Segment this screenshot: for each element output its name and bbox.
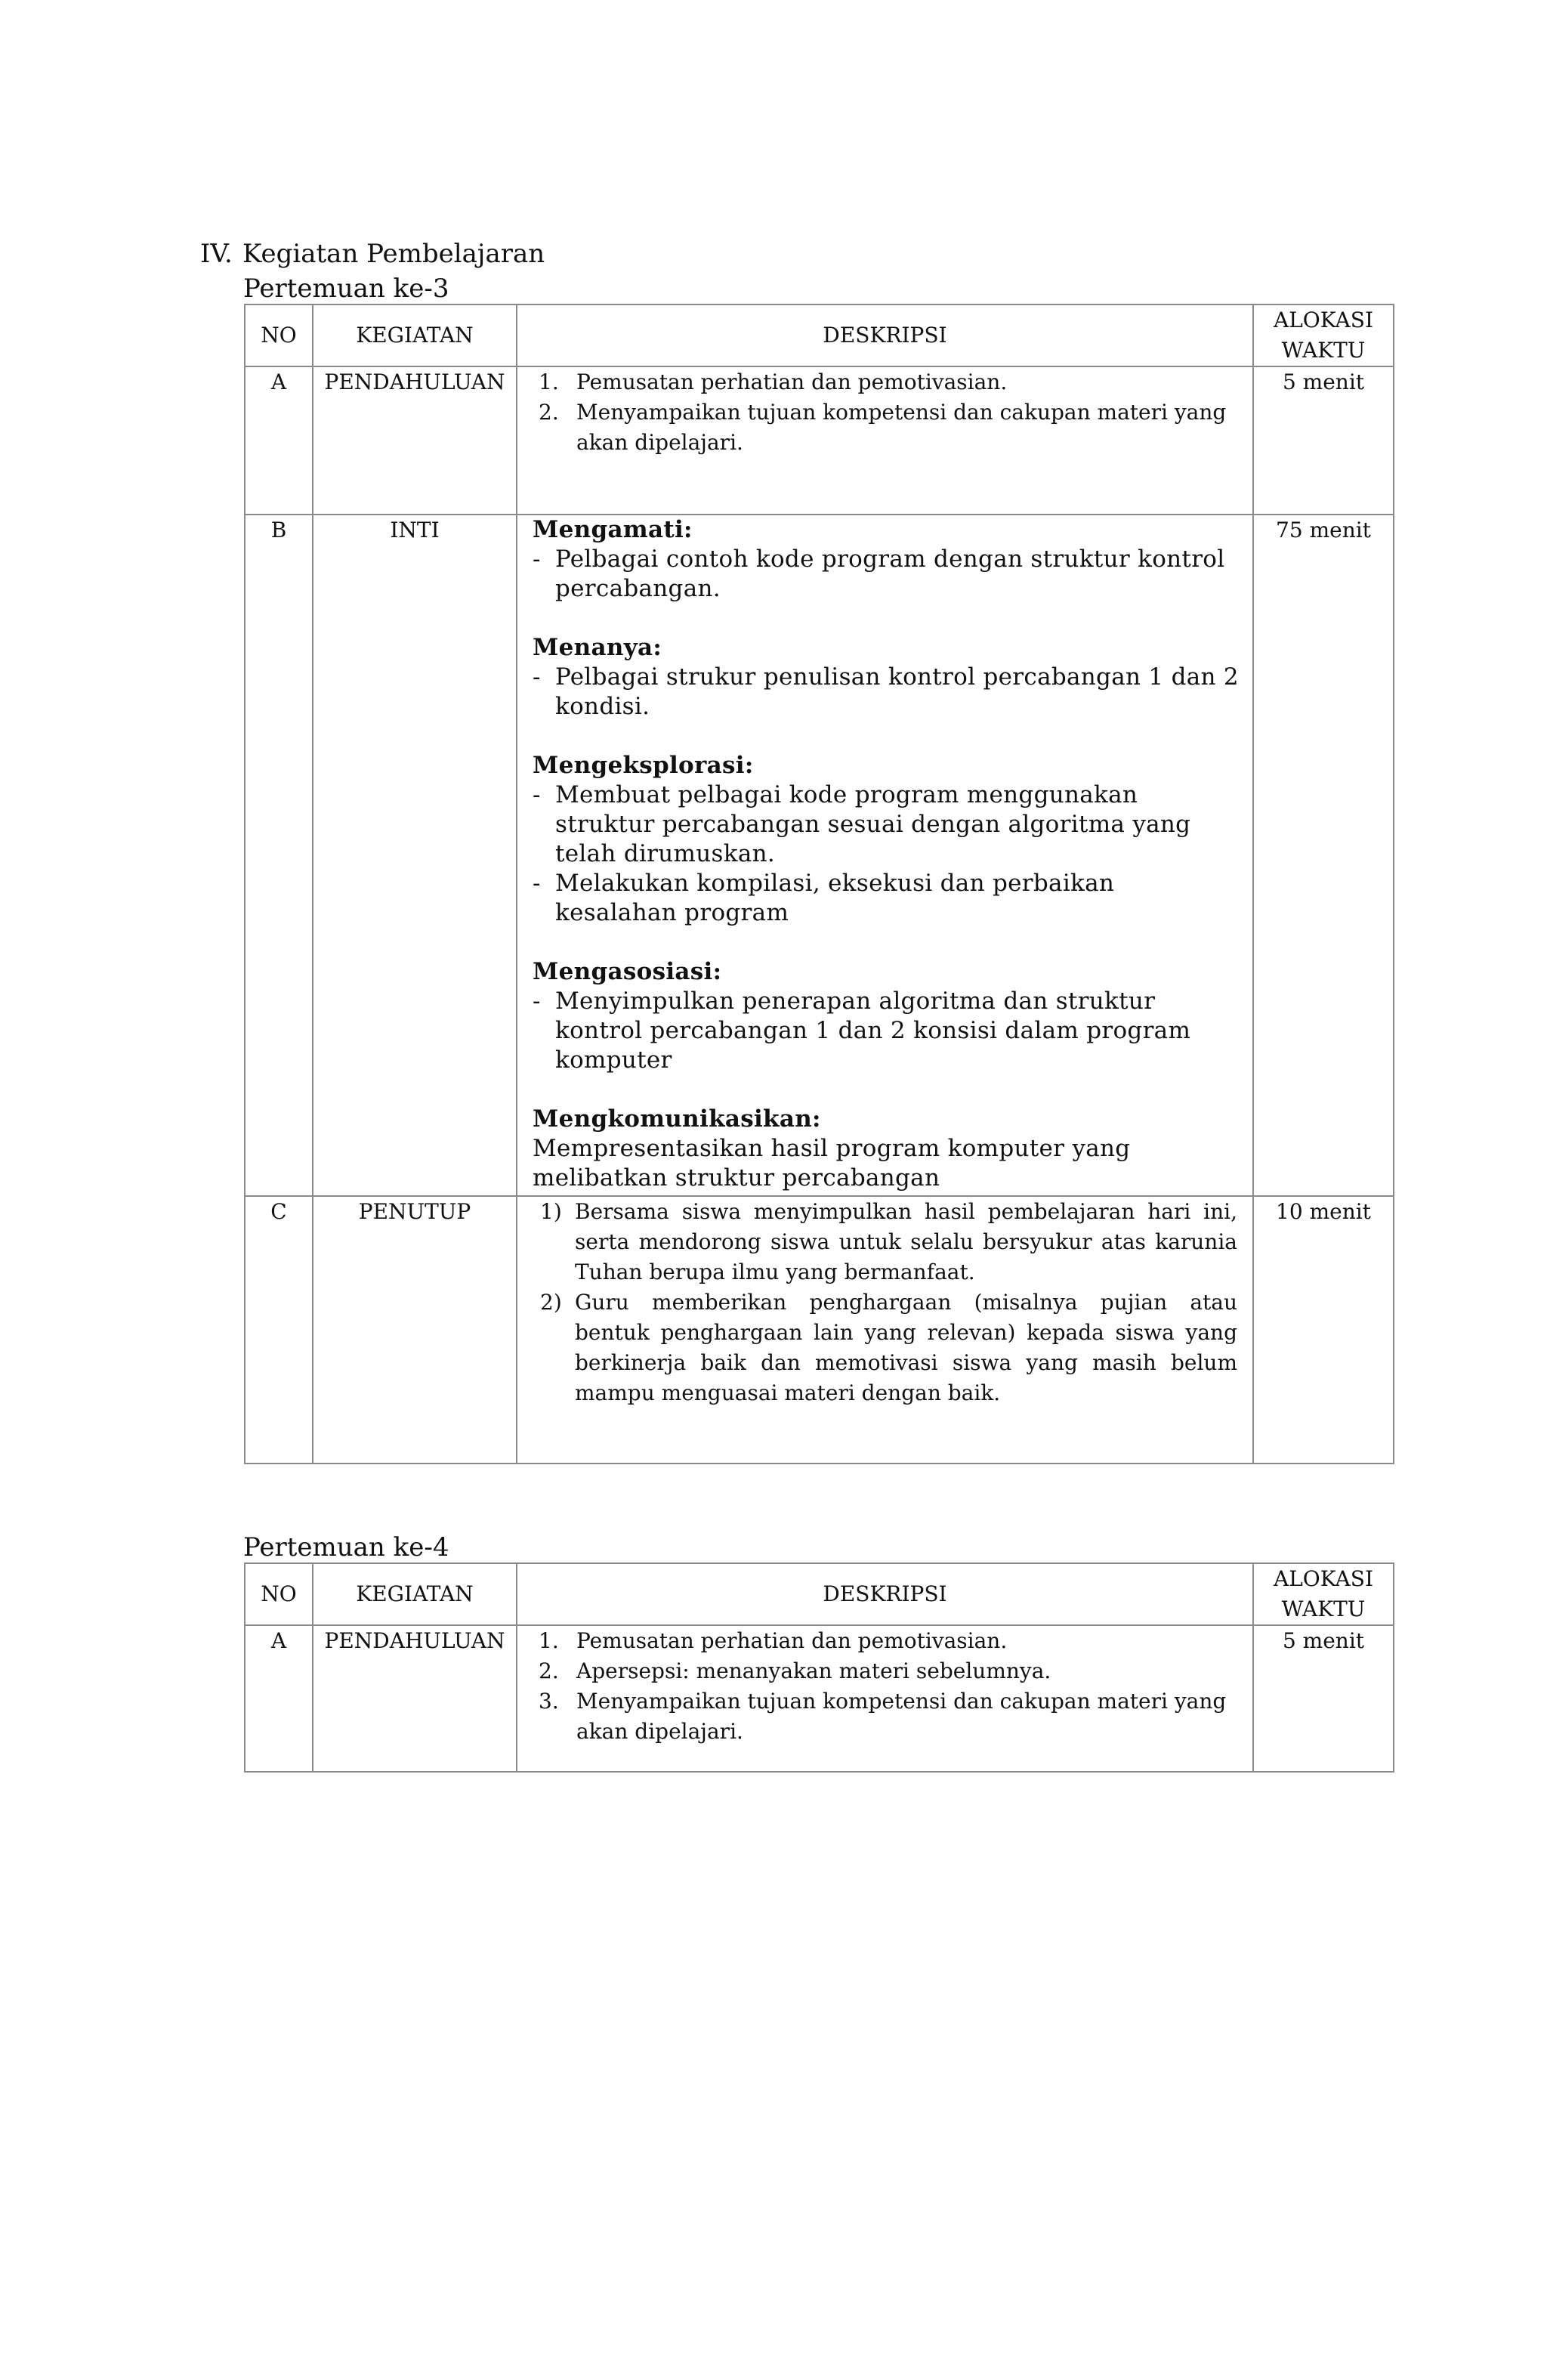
row-deskripsi bbox=[517, 515, 1253, 1196]
row-kegiatan: INTI bbox=[313, 515, 517, 1196]
row-deskripsi bbox=[517, 1196, 1253, 1464]
row-no: B bbox=[245, 515, 313, 1196]
row-kegiatan: PENDAHULUAN bbox=[313, 1625, 517, 1772]
list-item: 2) Guru memberikan penghargaan (misalnya pujian atau bentuk penghargaan lain yang relevan) kepada siswa yang berkinerja baik dan memotivasi siswa yang masih belum mampu menguasai materi dengan baik. bbox=[540, 1290, 1237, 1405]
table-row-pendahuluan bbox=[245, 1625, 1394, 1772]
table-row-pendahuluan bbox=[245, 366, 1394, 515]
mengkomunikasikan-text: Mempresentasikan hasil program komputer yang melibatkan struktur percabangan bbox=[533, 1135, 1131, 1192]
list-item: 1. Pemusatan perhatian dan pemotivasian. bbox=[539, 1628, 1008, 1653]
mengamati-heading: Mengamati: bbox=[533, 516, 693, 543]
list-item: - Menyimpulkan penerapan algoritma dan struktur kontrol percabangan 1 dan 2 konsisi dalam program komputer bbox=[533, 988, 1191, 1074]
row-waktu: 5 menit bbox=[1253, 366, 1394, 515]
mengkomunikasikan-heading: Mengkomunikasikan: bbox=[533, 1105, 821, 1133]
header-kegiatan: KEGIATAN bbox=[313, 304, 517, 366]
header-kegiatan: KEGIATAN bbox=[313, 1563, 517, 1625]
row-deskripsi bbox=[517, 366, 1253, 515]
row-deskripsi bbox=[517, 1625, 1253, 1772]
row-no: A bbox=[245, 366, 313, 515]
penutup-list bbox=[517, 1197, 1252, 1408]
table-row-inti bbox=[245, 515, 1394, 1196]
section-number: IV. bbox=[200, 239, 233, 269]
list-item: - Membuat pelbagai kode program menggunakan struktur percabangan sesuai dengan algoritma yang telah dirumuskan. bbox=[533, 781, 1191, 867]
list-item: 1. Pemusatan perhatian dan pemotivasian. bbox=[539, 369, 1008, 394]
mengeksplorasi-heading: Mengeksplorasi: bbox=[533, 752, 754, 779]
list-item: - Pelbagai contoh kode program dengan struktur kontrol percabangan. bbox=[533, 546, 1225, 602]
meeting-3-table bbox=[244, 304, 1394, 1464]
header-no: NO bbox=[245, 1563, 313, 1625]
row-waktu: 75 menit bbox=[1253, 515, 1394, 1196]
menanya-heading: Menanya: bbox=[533, 634, 662, 661]
list-item: 3. Menyampaikan tujuan kompetensi dan cakupan materi yang akan dipelajari. bbox=[539, 1689, 1227, 1744]
list-item: 2. Apersepsi: menanyakan materi sebelumnya. bbox=[539, 1658, 1051, 1683]
row-waktu: 5 menit bbox=[1253, 1625, 1394, 1772]
header-alokasi: ALOKASI bbox=[1273, 1566, 1373, 1591]
row-no: A bbox=[245, 1625, 313, 1772]
row-kegiatan: PENDAHULUAN bbox=[313, 366, 517, 515]
header-waktu: WAKTU bbox=[1281, 338, 1366, 363]
header-deskripsi: DESKRIPSI bbox=[517, 304, 1253, 366]
meeting-4-title: Pertemuan ke-4 bbox=[243, 1532, 449, 1562]
list-item: 1) Bersama siswa menyimpulkan hasil pembelajaran hari ini, serta mendorong siswa untuk selalu bersyukur atas karunia Tuhan berupa ilmu yang bermanfaat. bbox=[540, 1199, 1237, 1284]
header-no: NO bbox=[245, 304, 313, 366]
meeting-4-table bbox=[244, 1562, 1394, 1773]
header-alokasi-waktu bbox=[1253, 1563, 1394, 1625]
section-title: Kegiatan Pembelajaran bbox=[242, 239, 545, 269]
pendahuluan-list bbox=[517, 367, 1252, 458]
list-item: 2. Menyampaikan tujuan kompetensi dan cakupan materi yang akan dipelajari. bbox=[539, 400, 1227, 455]
meeting-3-title: Pertemuan ke-3 bbox=[243, 274, 449, 304]
row-no: C bbox=[245, 1196, 313, 1464]
header-alokasi: ALOKASI bbox=[1273, 308, 1373, 332]
pendahuluan-list bbox=[517, 1626, 1252, 1747]
row-waktu: 10 menit bbox=[1253, 1196, 1394, 1464]
list-item: - Melakukan kompilasi, eksekusi dan perbaikan kesalahan program bbox=[533, 870, 1115, 926]
header-waktu: WAKTU bbox=[1281, 1596, 1366, 1621]
header-deskripsi: DESKRIPSI bbox=[517, 1563, 1253, 1625]
table-header-row bbox=[245, 304, 1394, 366]
section-heading bbox=[200, 239, 545, 269]
table-row-penutup bbox=[245, 1196, 1394, 1464]
header-alokasi-waktu bbox=[1253, 304, 1394, 366]
list-item: - Pelbagai strukur penulisan kontrol percabangan 1 dan 2 kondisi. bbox=[533, 663, 1239, 720]
mengasosiasi-heading: Mengasosiasi: bbox=[533, 958, 722, 985]
row-kegiatan: PENUTUP bbox=[313, 1196, 517, 1464]
inti-content bbox=[517, 515, 1252, 1193]
table-header-row bbox=[245, 1563, 1394, 1625]
